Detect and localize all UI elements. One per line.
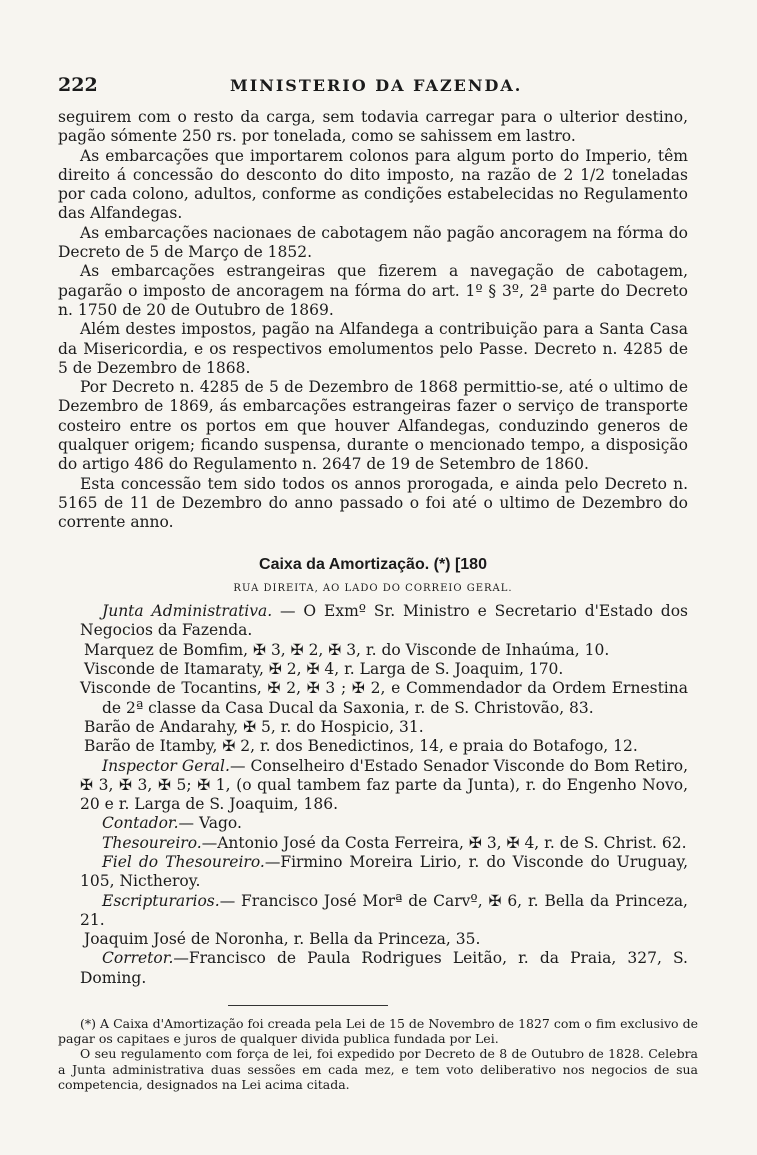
staff-entry — [58, 660, 688, 679]
footnote-paragraph: (*) A Caixa d'Amortização foi creada pela Lei de 15 de Novembro de 1827 com o fim exclusivo de pagar os capitaes e juros de qualquer divida publica fundada por Lei. — [58, 1016, 698, 1047]
entry-role: Corretor. — [102, 949, 174, 968]
paragraph: Por Decreto n. 4285 de 5 de Dezembro de 1868 permittio-se, até o ultimo de Dezembro de 1869, ás embarcações estrangeiras fazer o serviço de transporte costeiro entre os portos em que houver Alfandegas, conduzindo generos de qualquer origem; ficando suspensa, durante o mencionado tempo, a disposição do artigo 486 do Regulamento n. 2647 de 19 de Setembro de 1860. — [58, 378, 688, 474]
entry-role: Inspector Geral. — [102, 756, 230, 775]
footnote-paragraph: O seu regulamento com força de lei, foi expedido por Decreto de 8 de Outubro de 1828. Celebra a Junta administrativa duas sessões em cada mez, e tem voto deliberativo nos negocios de sua competencia, designados na Lei acima citada. — [58, 1046, 698, 1092]
paragraph: As embarcações que importarem colonos para algum porto do Imperio, têm direito á concessão do desconto do dito imposto, na razão de 2 1/2 toneladas por cada colono, adultos, conforme as condições estabelecidas no Regulamento das Alfandegas. — [58, 146, 688, 223]
entry-text: —Antonio José da Costa Ferreira, ✠ 3, ✠ 4, r. de S. Christ. 62. — [201, 833, 687, 852]
entry-text: Barão de Andarahy, ✠ 5, r. do Hospicio, 31. — [84, 717, 424, 736]
entry-text: — O Exmº Sr. Ministro e Secretario d'Estado dos Negocios da Fazenda. — [80, 602, 688, 640]
paragraph: As embarcações nacionaes de cabotagem não pagão ancoragem na fórma do Decreto de 5 de Março de 1852. — [58, 223, 688, 262]
entry-role: Contador. — [102, 814, 179, 833]
staff-entry — [58, 949, 688, 988]
paragraph: seguirem com o resto da carga, sem todavia carregar para o ulterior destino, pagão sómente 250 rs. por tonelada, como se sahissem em lastro. — [58, 108, 688, 146]
entry-text: — Vago. — [178, 814, 242, 833]
paragraph: Esta concessão tem sido todos os annos prorogada, e ainda pelo Decreto n. 5165 de 11 de Dezembro do anno passado o foi até o ultimo de Dezembro do corrente anno. — [58, 474, 688, 532]
entry-text: Visconde de Itamaraty, ✠ 2, ✠ 4, r. Larga de S. Joaquim, 170. — [84, 660, 564, 679]
entry-text: —Firmino Moreira Lirio, r. do Visconde do Uruguay, 105, Nictheroy. — [80, 852, 688, 891]
staff-entry — [58, 737, 688, 756]
page-body — [58, 108, 688, 988]
running-title: MINISTERIO DA FAZENDA. — [230, 76, 523, 95]
entry-text: Marquez de Bomfim, ✠ 3, ✠ 2, ✠ 3, r. do Visconde de Inhaúma, 10. — [84, 640, 610, 659]
staff-entry — [58, 641, 688, 660]
staff-entry — [58, 834, 688, 853]
footnote — [58, 1016, 698, 1092]
entry-role: Escripturarios. — [102, 891, 220, 910]
staff-entry — [58, 930, 688, 949]
entry-text: —Francisco de Paula Rodrigues Leitão, r. da Praia, 327, S. Doming. — [80, 949, 688, 987]
entry-text: — Conselheiro d'Estado Senador Visconde do Bom Retiro, ✠ 3, ✠ 3, ✠ 5; ✠ 1, (o qual tambem faz parte da Junta), r. do Engenho Novo, 20 e r. Larga de S. Joaquim, 186. — [80, 756, 688, 814]
entry-role: Thesoureiro. — [102, 833, 202, 852]
entry-role: Fiel do Thesoureiro. — [102, 852, 265, 871]
staff-entry — [58, 814, 688, 833]
staff-entry — [58, 757, 688, 815]
entry-text: — Francisco José Morª de Carvº, ✠ 6, r. Bella da Princeza, 21. — [80, 891, 688, 929]
section-title: Caixa da Amortização. (*) [180 — [259, 555, 487, 573]
staff-entry — [58, 679, 688, 718]
entry-text: Visconde de Tocantins, ✠ 2, ✠ 3 ; ✠ 2, e Commendador da Ordem Ernestina de 2ª classe da Casa Ducal da Saxonia, r. de S. Christovão, 83. — [80, 679, 688, 717]
section-subtitle: RUA DIREITA, AO LADO DO CORREIO GERAL. — [233, 582, 513, 594]
staff-entry — [58, 892, 688, 931]
entry-role: Junta Administrativa. — [102, 602, 273, 621]
paragraph: As embarcações estrangeiras que fizerem a navegação de cabotagem, pagarão o imposto de ancoragem na fórma do art. 1º § 3º, 2ª parte do Decreto n. 1750 de 20 de Outubro de 1869. — [58, 262, 688, 319]
staff-entry — [58, 853, 688, 892]
page-number: 222 — [58, 74, 98, 96]
entry-text: Barão de Itamby, ✠ 2, r. dos Benedictinos, 14, e praia do Botafogo, 12. — [84, 737, 638, 756]
staff-entry — [58, 602, 688, 641]
staff-entry — [58, 718, 688, 737]
paragraph: Além destes impostos, pagão na Alfandega a contribuição para a Santa Casa da Misericordia, e os respectivos emolumentos pelo Passe. Decreto n. 4285 de 5 de Dezembro de 1868. — [58, 320, 688, 377]
footnote-divider — [228, 1005, 388, 1006]
entry-text: Joaquim José de Noronha, r. Bella da Princeza, 35. — [84, 930, 481, 949]
